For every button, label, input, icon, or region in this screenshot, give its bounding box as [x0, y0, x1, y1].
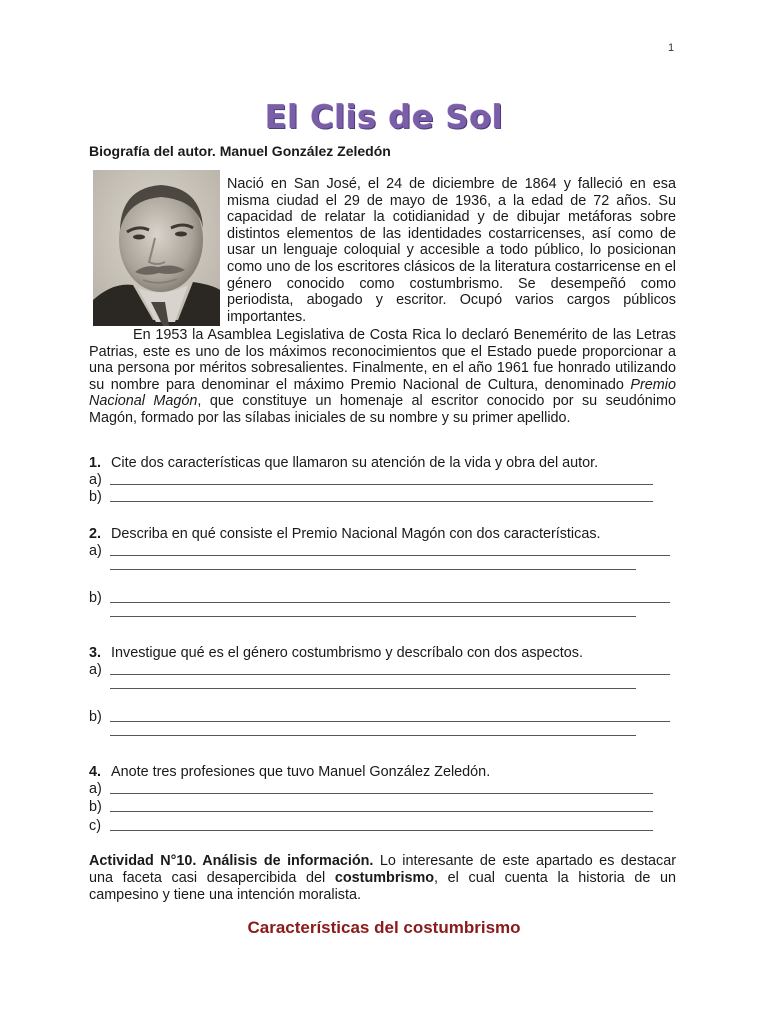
highlighted-term: costumbrismo [334, 870, 435, 886]
activity-text: , el cual cuenta la historia de un campesino y tiene una intención moralista. [89, 870, 676, 903]
answer-input-line[interactable] [110, 555, 670, 556]
answer-continuation-line[interactable] [110, 569, 636, 570]
answer-input-line[interactable] [110, 674, 670, 675]
activity-text: Lo interesante de este apartado es destacar una faceta casi desapercibida del [89, 853, 677, 886]
biography-heading: Biografía del autor. Manuel González Zeledón [89, 143, 391, 159]
answer-input-line[interactable] [110, 793, 653, 794]
answer-row [89, 662, 689, 686]
answer-continuation-row [89, 686, 689, 709]
answer-row [89, 590, 689, 614]
question-number: 2. [89, 526, 102, 542]
answer-continuation-line[interactable] [110, 616, 636, 617]
answer-row [89, 489, 689, 506]
answer-label: b) [89, 709, 102, 725]
answer-continuation-row [89, 614, 689, 637]
portrait-illustration [93, 170, 220, 326]
answer-input-line[interactable] [110, 501, 653, 502]
answer-label: a) [89, 781, 102, 797]
answer-row [89, 818, 689, 836]
question-3 [89, 645, 689, 756]
answer-input-line[interactable] [110, 721, 670, 722]
activity-paragraph [89, 853, 676, 904]
paragraph-text: En 1953 la Asamblea Legislativa de Costa Rica lo declaró Benemérito de las Letras Patrias, este es uno de los máximos reconocimientos que el Estado puede proporcionar a una persona por méritos sobresalientes. Finalmente, en el año 1961 fue honrado utilizando su nombre para denominar el máximo Premio Nacional de Cultura, denominado [89, 327, 676, 393]
question-text: Anote tres profesiones que tuvo Manuel González Zeledón. [111, 764, 491, 780]
answer-label: b) [89, 799, 102, 815]
question-number: 1. [89, 455, 102, 471]
answer-label: c) [89, 818, 101, 834]
activity-title: Actividad N°10. Análisis de información. [89, 853, 374, 869]
question-prompt [89, 645, 689, 662]
page-number: 1 [668, 42, 675, 54]
biography-paragraph-2 [89, 327, 676, 427]
answer-label: a) [89, 543, 102, 559]
answer-input-line[interactable] [110, 602, 670, 603]
question-2 [89, 526, 689, 637]
question-4 [89, 764, 689, 836]
question-prompt [89, 526, 689, 543]
award-name: Premio Nacional Magón [89, 376, 676, 410]
answer-continuation-row [89, 733, 689, 756]
answer-row [89, 543, 689, 567]
question-number: 4. [89, 764, 102, 780]
answer-row [89, 799, 689, 818]
question-text: Describa en qué consiste el Premio Nacional Magón con dos características. [111, 526, 601, 542]
author-photo [93, 170, 220, 326]
answer-input-line[interactable] [110, 811, 653, 812]
question-text: Investigue qué es el género costumbrismo y descríbalo con dos aspectos. [111, 645, 583, 661]
question-number: 3. [89, 645, 102, 661]
answer-row [89, 781, 689, 799]
answer-input-line[interactable] [110, 484, 653, 485]
question-1 [89, 455, 689, 505]
answer-row [89, 709, 689, 733]
answer-continuation-line[interactable] [110, 688, 636, 689]
question-prompt [89, 764, 689, 781]
answer-label: a) [89, 662, 102, 678]
answer-label: a) [89, 472, 102, 488]
answer-continuation-row [89, 567, 689, 590]
answer-label: b) [89, 590, 102, 606]
document-title: El Clis de Sol [264, 98, 504, 136]
section-heading: Características del costumbrismo [247, 918, 521, 937]
question-prompt [89, 455, 689, 472]
paragraph-text: , que constituye un homenaje al escritor conocido por su seudónimo Magón, formado por las sílabas iniciales de su nombre y su primer apellido. [89, 393, 676, 426]
answer-label: b) [89, 488, 102, 505]
answer-input-line[interactable] [110, 830, 653, 831]
answer-continuation-line[interactable] [110, 735, 636, 736]
question-text: Cite dos características que llamaron su atención de la vida y obra del autor. [111, 455, 599, 471]
answer-row [89, 472, 689, 489]
biography-paragraph-1: Nació en San José, el 24 de diciembre de 1864 y falleció en esa misma ciudad el 29 de mayo de 1936, a la edad de 72 años. Su capacidad de relatar la cotidianidad y de dibujar metáforas sobre distintos elementos de las identidades costarricenses, así como de usar un lenguaje coloquial y accesible a todo público, lo posicionan como uno de los escritores clásicos de la literatura costarricense en el género conocido como costumbrismo. Se desempeñó como periodista, abogado y escritor. Ocupó varios cargos públicos importantes. [227, 176, 676, 325]
